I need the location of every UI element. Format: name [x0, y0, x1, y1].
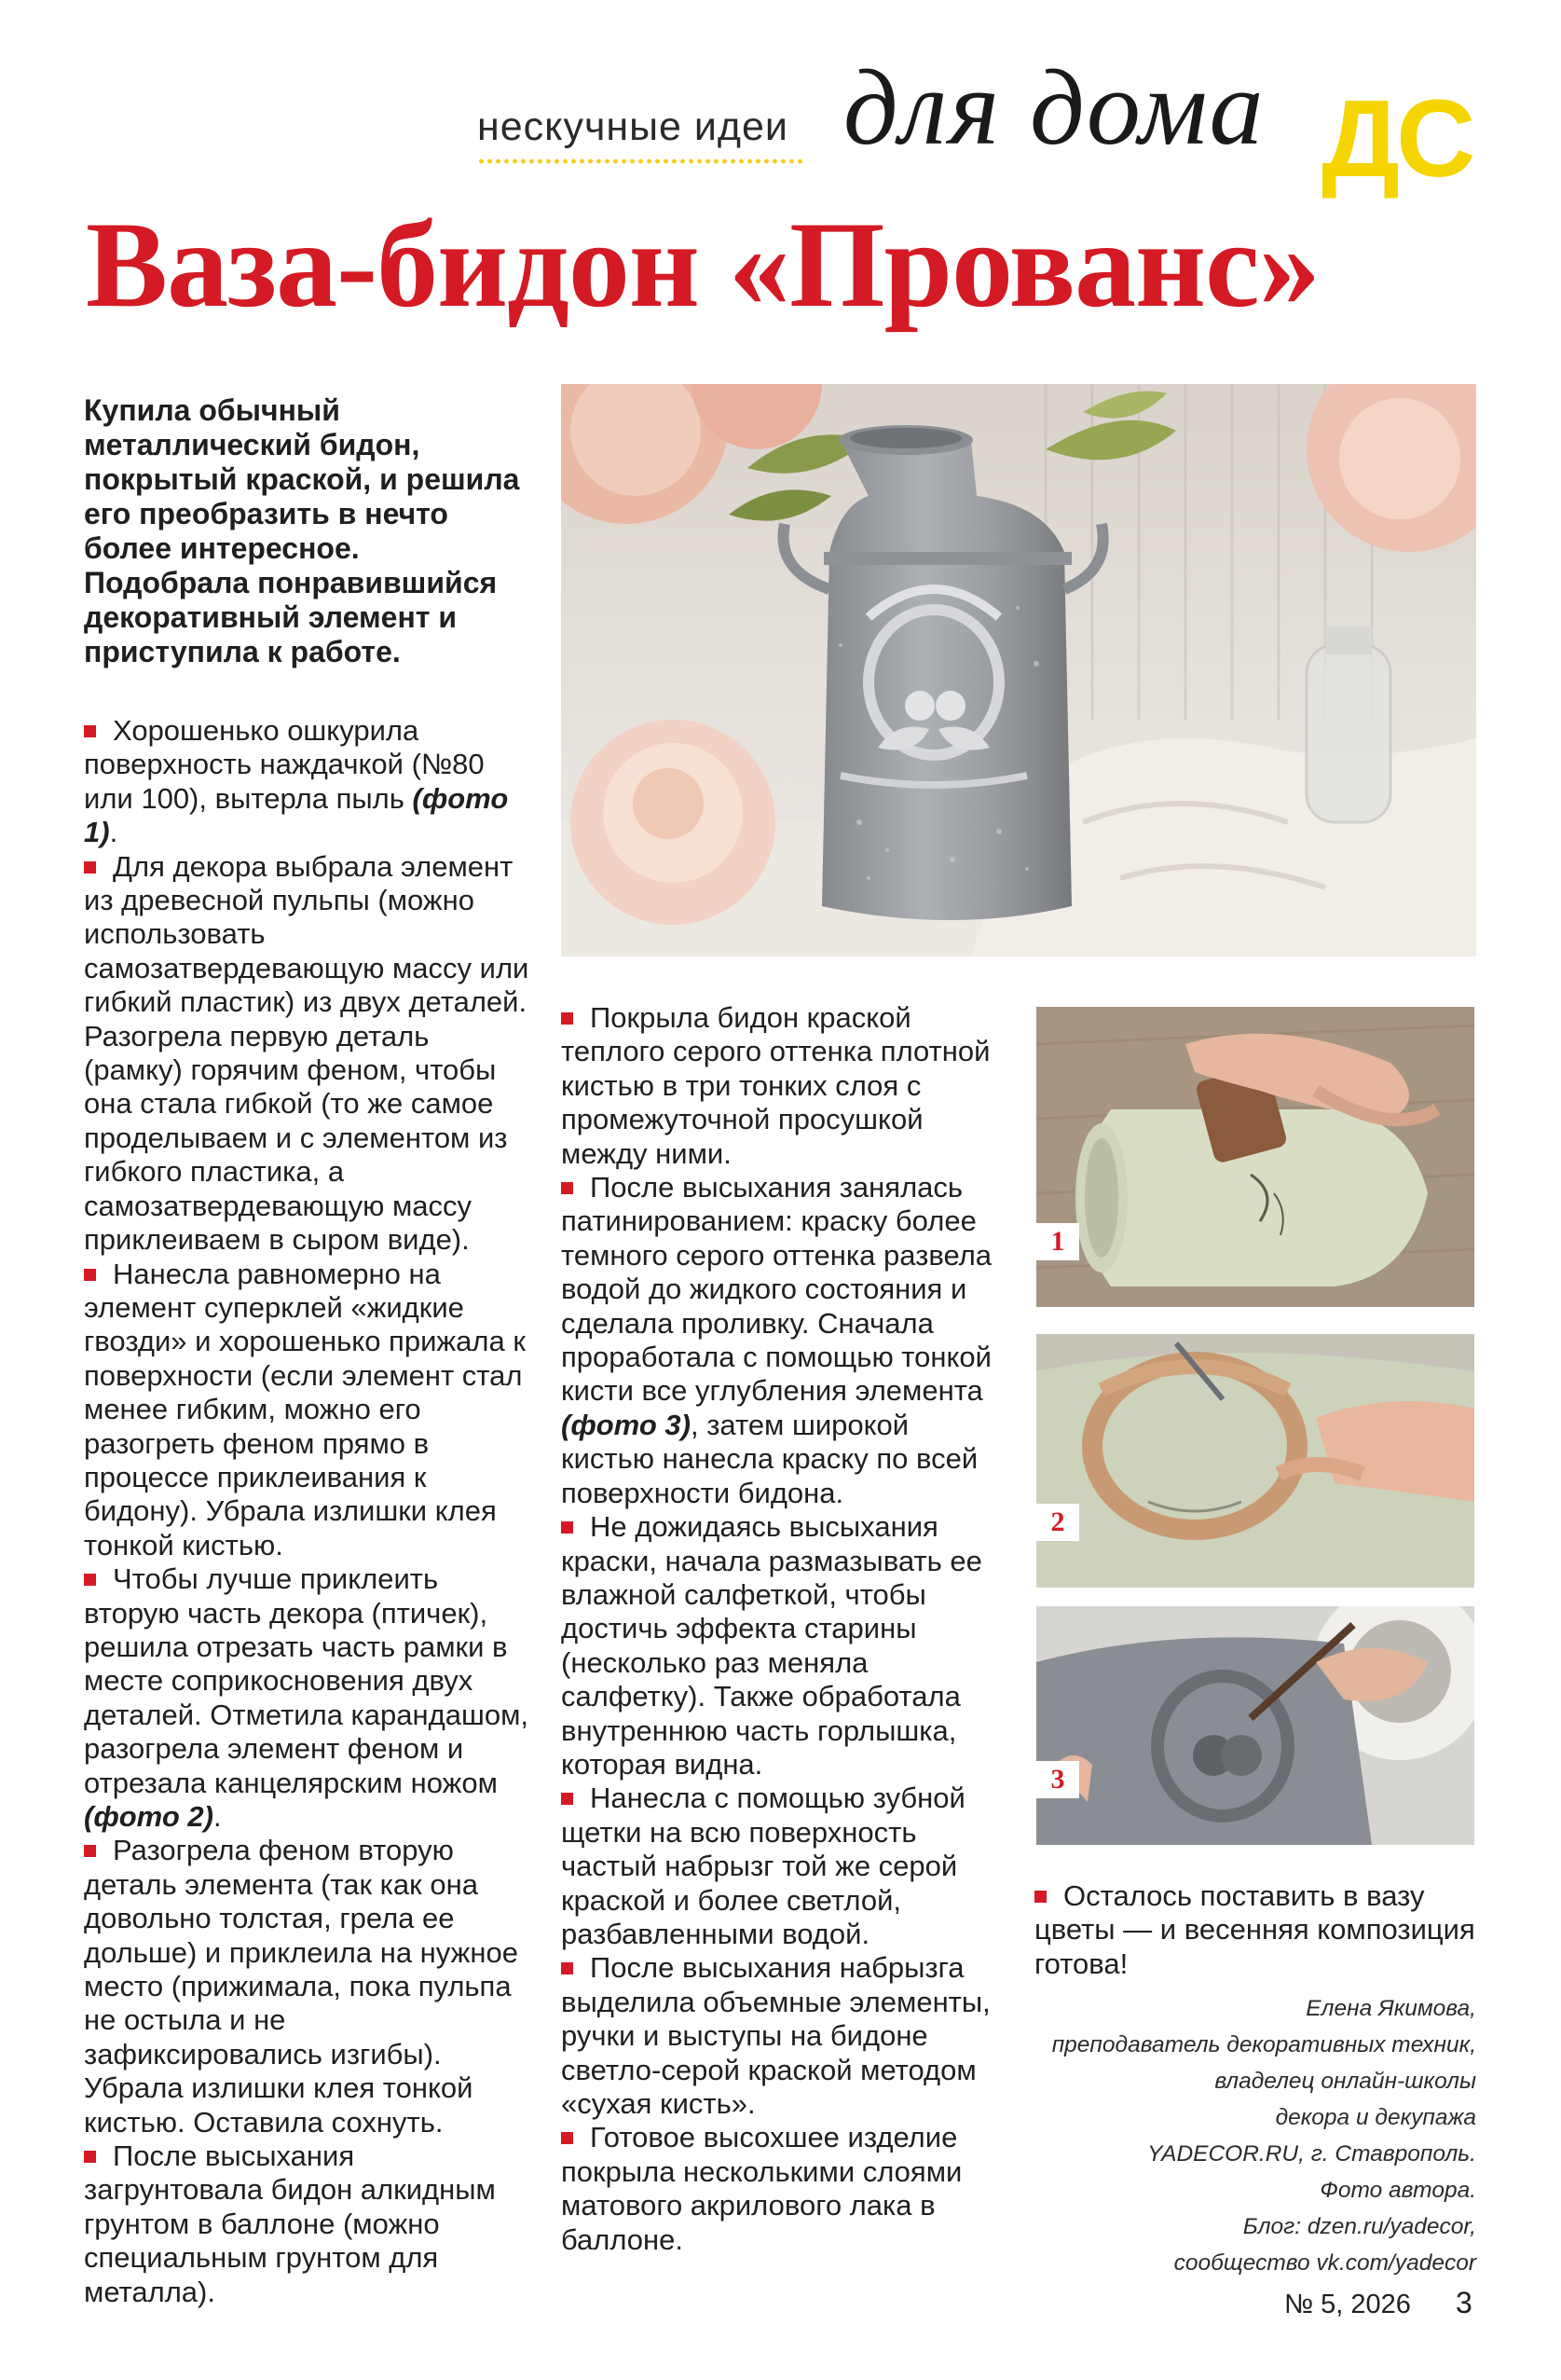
hero-photo-milk-can-vase: [561, 384, 1476, 956]
step-paragraph: После высыхания загрунтовала бидон алкидным грунтом в баллоне (можно специальным грунтом для металла).: [84, 2139, 496, 2308]
step-paragraph: Для декора выбрала элемент из древесной пульпы (можно использовать самозатвердевающую массу или гибкий пластик) из двух деталей. Разогрела первую деталь (рамку) горячим феном, чтобы она стала гибкой (то же самое проделываем и с элементом из гибкого пластика, а самозатвердевающую массу приклеиваем в сыром виде).: [84, 849, 529, 1257]
step-paragraph: Хорошенько ошкурила поверхность наждачкой (№80 или 100), вытерла пыль (фото 1).: [84, 714, 509, 849]
author-name: Елена Якимова,: [1306, 1996, 1476, 2022]
step-paragraph: После высыхания занялась патинированием: краску более темного серого оттенка развела водой до жидкого состояния и сделала проливку. Сначала проработала с помощью тонкой кисти все углубления элемента (фото 3), затем широкой кистью нанесла краску по всей поверхности бидона.: [561, 1171, 993, 1509]
section-name: для дома: [843, 48, 1266, 168]
bullet-square-icon: [561, 1012, 573, 1025]
section-kicker: нескучные идеи: [477, 104, 788, 149]
bullet-square-icon: [84, 1845, 96, 1857]
bullet-square-icon: [561, 2132, 573, 2144]
step-paragraph: Покрыла бидон краской теплого серого оттенка плотной кистью в три тонких слоя с промежуточной просушкой между ними.: [561, 1001, 991, 1170]
photo-number-3: 3: [1036, 1761, 1079, 1798]
step-paragraph: После высыхания набрызга выделила объемные элементы, ручки и выступы на бидоне светло-серой краской методом «сухая кисть».: [561, 1951, 991, 2120]
step-paragraph: Чтобы лучше приклеить вторую часть декора (птичек), решила отрезать часть рамки в месте соприкосновения двух деталей. Отметила карандашом, разогрела элемент феном и отрезала канцелярским ножом (фото 2).: [84, 1562, 529, 1833]
author-school-1: владелец онлайн-школы: [1214, 2069, 1476, 2095]
author-blog: Блог: dzen.ru/yadecor,: [1242, 2214, 1476, 2240]
right-column: [1034, 1879, 1476, 2281]
kicker-dotted-rule: [477, 158, 805, 164]
step-photo-3-painting: [1036, 1606, 1474, 1845]
author-role: преподаватель декоративных техник,: [1051, 2032, 1476, 2058]
issue-number: № 5, 2026: [1284, 2290, 1411, 2319]
bullet-square-icon: [561, 1182, 573, 1194]
step-paragraph: Нанесла равномерно на элемент суперклей «жидкие гвозди» и хорошенько прижала к поверхности (если элемент стал менее гибким, можно его разогреть феном прямо в процессе приклеивания к бидону). Убрала излишки клея тонкой кистью.: [84, 1257, 526, 1561]
bullet-square-icon: [84, 1269, 96, 1281]
step-paragraph: Разогрела феном вторую деталь элемента (так как она довольно толстая, грела ее дольше) и приклеила на нужное место (прижимала, пока пульпа не остыла и не зафиксировались изгибы). Убрала излишки клея тонкой кистью. Оставила сохнуть.: [84, 1834, 518, 2139]
step-paragraph: Не дожидаясь высыхания краски, начала размазывать ее влажной салфеткой, чтобы достичь эффекта старины (несколько раз меняла салфетку). Также обработала внутреннюю часть горлышка, которая видна.: [561, 1510, 982, 1781]
step-paragraph: Готовое высохшее изделие покрыла несколькими слоями матового акрилового лака в баллоне.: [561, 2121, 963, 2256]
middle-column: [561, 1001, 1006, 2257]
photo-number-2: 2: [1036, 1504, 1079, 1541]
bullet-square-icon: [561, 1521, 573, 1534]
article-lead: Купила обычный металлический бидон, покрытый краской, и решила его преобразить в нечто более интересное. Подобрала понравившийся декоративный элемент и приступила к работе.: [84, 393, 520, 668]
bullet-square-icon: [84, 861, 96, 874]
bullet-square-icon: [1034, 1891, 1047, 1903]
step-photo-2-cutting: [1036, 1334, 1474, 1588]
bullet-square-icon: [84, 725, 96, 737]
left-steps-list: [84, 714, 529, 2309]
bullet-square-icon: [84, 2151, 96, 2163]
article-title: Ваза-бидон «Прованс»: [86, 196, 1320, 333]
author-site: YADECOR.RU, г. Ставрополь.: [1147, 2141, 1476, 2167]
page-number: 3: [1456, 2286, 1472, 2319]
milk-can-illustration: [561, 384, 1476, 956]
bullet-square-icon: [561, 1793, 573, 1805]
cutting-illustration: [1036, 1334, 1474, 1588]
author-credits: [1034, 1990, 1476, 2281]
photo-credit: Фото автора.: [1320, 2178, 1476, 2204]
author-school-2: декора и декупажа: [1275, 2105, 1476, 2131]
mid-steps-list: [561, 1001, 1006, 2257]
final-step: Осталось поставить в вазу цветы — и весенняя композиция готова!: [1034, 1879, 1475, 1980]
painting-illustration: [1036, 1606, 1474, 1845]
bullet-square-icon: [561, 1962, 573, 1974]
photo-number-1: 1: [1036, 1223, 1079, 1260]
author-community: сообщество vk.com/yadecor: [1173, 2250, 1476, 2277]
photo-reference: (фото 3): [561, 1408, 691, 1441]
bullet-square-icon: [84, 1574, 96, 1586]
step-paragraph: Нанесла с помощью зубной щетки на всю поверхность частый набрызг той же серой краской и более светлой, разбавленными водой.: [561, 1782, 965, 1950]
photo-reference: (фото 1): [84, 781, 509, 849]
sanding-illustration: [1036, 1007, 1474, 1307]
left-column: [84, 393, 529, 2309]
photo-reference: (фото 2): [84, 1800, 213, 1833]
step-photo-1-sanding: [1036, 1007, 1474, 1307]
magazine-logo: ДС: [1321, 77, 1472, 200]
